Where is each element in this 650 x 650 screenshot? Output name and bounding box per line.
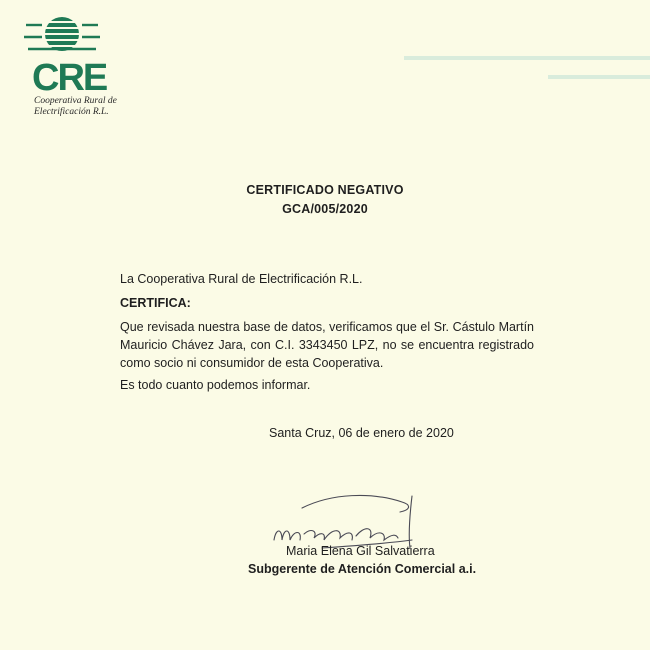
document-title: CERTIFICADO NEGATIVO: [246, 183, 404, 197]
document-code: GCA/005/2020: [282, 202, 368, 216]
body-paragraph: Que revisada nuestra base de datos, verificamos que el Sr. Cástulo Martín Mauricio Chávez Jara, con C.I. 3343450 LPZ, no se encuentra registrado como socio ni consumidor de esta Cooperativa.: [120, 320, 534, 370]
signer-name: Maria Elena Gil Salvatierra: [286, 544, 435, 558]
logo-caption-line2: Electrificación R.L.: [34, 107, 109, 117]
svg-text:CRE: CRE: [32, 57, 107, 99]
signer-role: Subgerente de Atención Comercial a.i.: [248, 562, 477, 576]
logo-caption-line1: Cooperativa Rural de: [34, 96, 117, 106]
closing-text: Es todo cuanto podemos informar.: [120, 378, 311, 392]
header-band: [548, 75, 650, 79]
place-date: Santa Cruz, 06 de enero de 2020: [269, 426, 454, 440]
logo-caption: [34, 96, 144, 118]
cre-globe-icon: [22, 12, 132, 102]
certifica-label: CERTIFICA:: [120, 296, 191, 310]
header-band: [404, 56, 650, 60]
intro-text: La Cooperativa Rural de Electrificación R.L.: [120, 272, 363, 286]
